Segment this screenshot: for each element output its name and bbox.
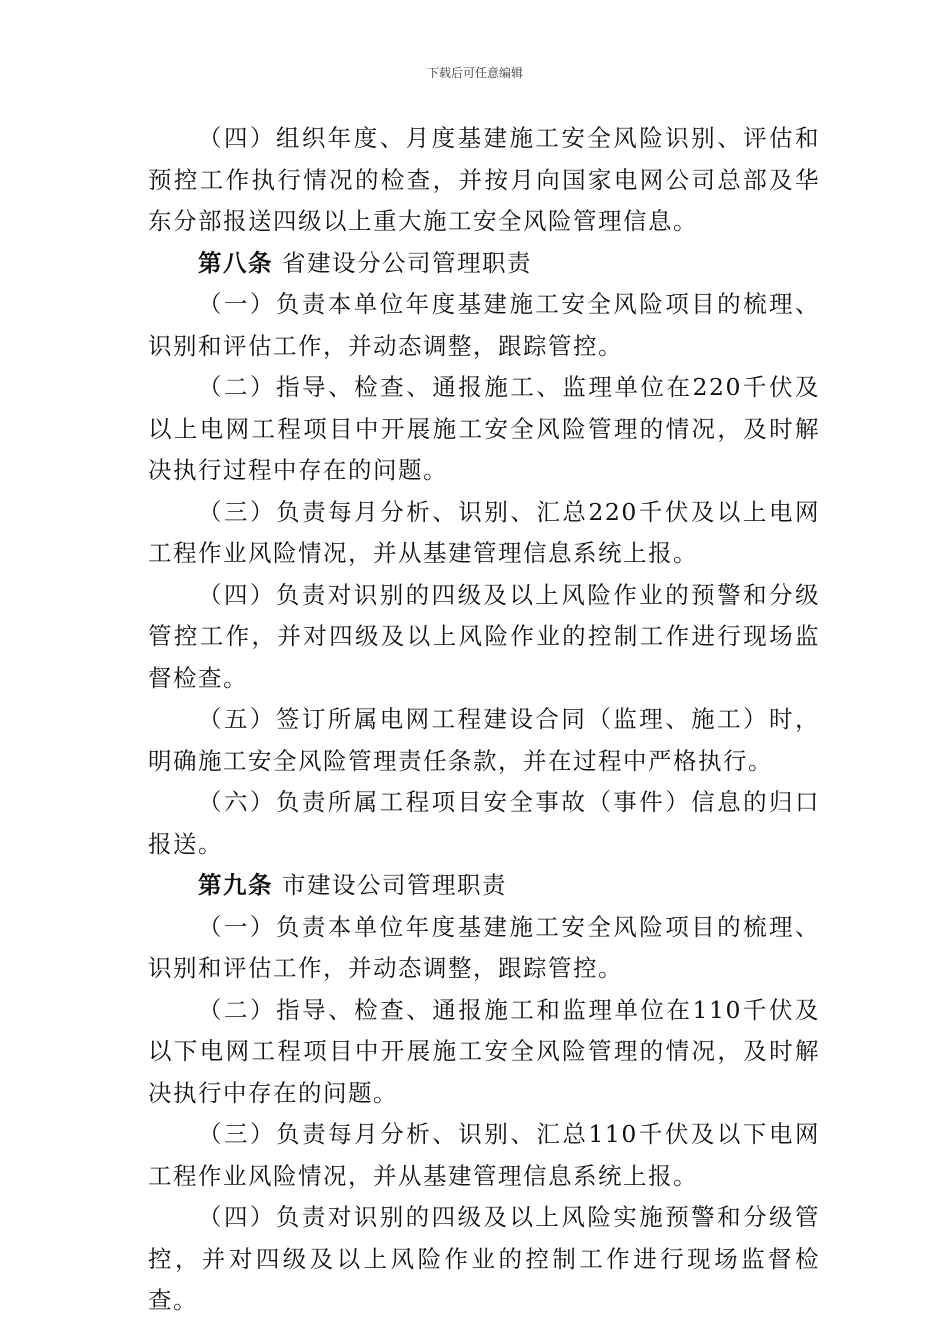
document-body [148, 118, 820, 1322]
paragraph: （六）负责所属工程项目安全事故（事件）信息的归口报送。 [148, 788, 820, 858]
article-title: 市建设公司管理职责 [281, 871, 507, 899]
article-title: 省建设分公司管理职责 [281, 248, 532, 277]
article-heading [148, 865, 820, 907]
paragraph: （五）签订所属电网工程建设合同（监理、施工）时，明确施工安全风险管理责任条款，并在过程中严格执行。 [148, 705, 820, 775]
article-number: 第八条 [198, 248, 273, 277]
paragraph: （三）负责每月分析、识别、汇总220千伏及以上电网工程作业风险情况，并从基建管理信息系统上报。 [148, 497, 820, 567]
article-heading [148, 243, 820, 285]
paragraph: （四）负责对识别的四级及以上风险实施预警和分级管控，并对四级及以上风险作业的控制工作进行现场监督检查。 [148, 1203, 820, 1314]
page-header: 下载后可任意编辑 [426, 66, 523, 80]
paragraph: （一）负责本单位年度基建施工安全风险项目的梳理、识别和评估工作，并动态调整，跟踪管控。 [148, 290, 820, 360]
paragraph: （二）指导、检查、通报施工和监理单位在110千伏及以下电网工程项目中开展施工安全风险管理的情况，及时解决执行中存在的问题。 [148, 995, 820, 1107]
paragraph: （四）组织年度、月度基建施工安全风险识别、评估和预控工作执行情况的检查，并按月向国家电网公司总部及华东分部报送四级以上重大施工安全风险管理信息。 [148, 124, 820, 235]
paragraph: （三）负责每月分析、识别、汇总110千伏及以下电网工程作业风险情况，并从基建管理信息系统上报。 [148, 1120, 820, 1190]
paragraph: （二）指导、检查、通报施工、监理单位在220千伏及以上电网工程项目中开展施工安全风险管理的情况，及时解决执行过程中存在的问题。 [148, 373, 820, 484]
paragraph: （四）负责对识别的四级及以上风险作业的预警和分级管控工作，并对四级及以上风险作业的控制工作进行现场监督检查。 [148, 580, 820, 692]
article-number: 第九条 [198, 871, 273, 899]
paragraph: （一）负责本单位年度基建施工安全风险项目的梳理、识别和评估工作，并动态调整，跟踪管控。 [148, 912, 820, 982]
